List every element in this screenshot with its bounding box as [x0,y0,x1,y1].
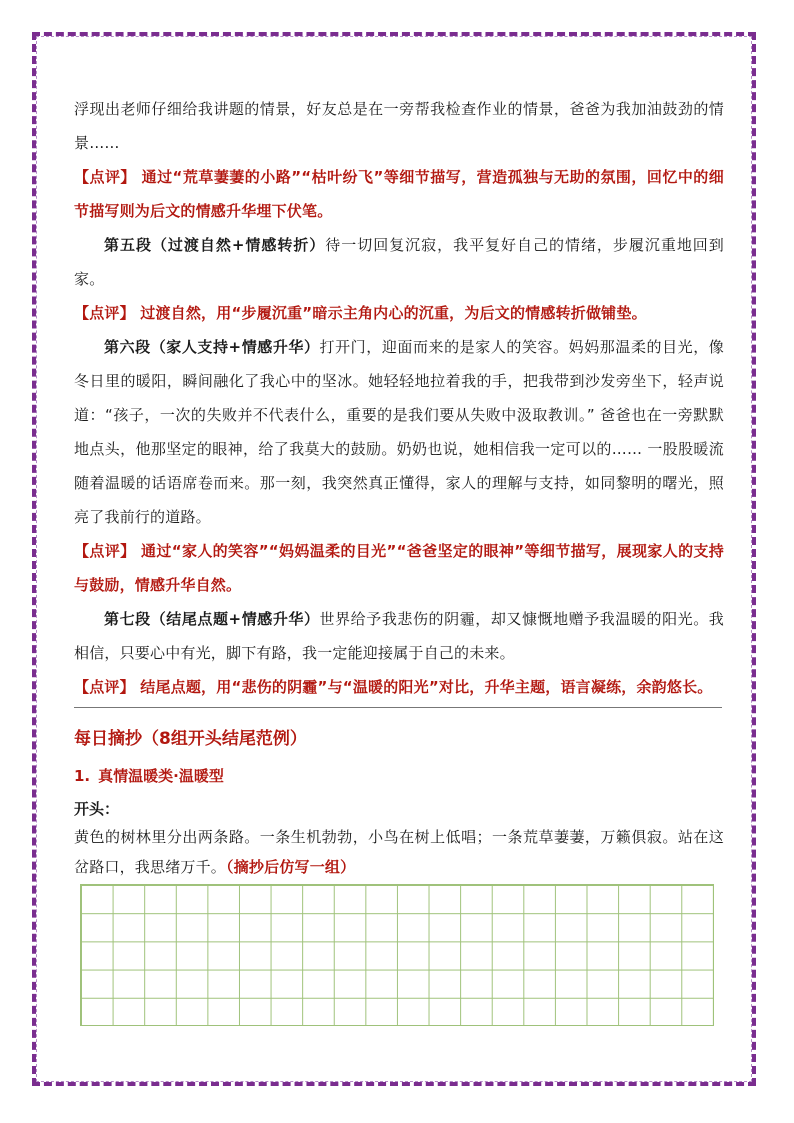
excerpt-sentence: 黄色的树林里分出两条路。一条生机勃勃，小鸟在树上低唱；一条荒草萋萋，万籁俱寂。站在这岔路口，我思绪万千。 [74,828,724,876]
comment-text: 通过“家人的笑容”“妈妈温柔的目光”“爸爸坚定的眼神”等细节描写，展现家人的支持与鼓励，情感升华自然。 [74,542,724,594]
comment-tag: 【点评】 [74,304,135,322]
subsection-title [74,762,224,790]
subsection-number: 1. [74,767,91,785]
comment-2 [74,296,724,330]
comment-tag: 【点评】 [74,168,136,186]
comment-tag: 【点评】 [74,678,135,696]
comment-3 [74,534,724,602]
comment-text: 通过“荒草萋萋的小路”“枯叶纷飞”等细节描写，营造孤独与无助的氛围，回忆中的细节描写则为后文的情感升华埋下伏笔。 [74,168,724,220]
paragraph-text: 打开门，迎面而来的是家人的笑容。妈妈那温柔的目光，像冬日里的暖阳，瞬间融化了我心中的坚冰。她轻轻地拉着我的手，把我带到沙发旁坐下，轻声说道：“孩子，一次的失败并不代表什么，重要的是我们要从失败中汲取教训。” 爸爸也在一旁默默地点头，他那坚定的眼神，给了我莫大的鼓励。奶奶也说，她相信我一定可以的…… 一股股暖流随着温暖的话语席卷而来。那一刻，我突然真正懂得，家人的理解与支持，如同黎明的曙光，照亮了我前行的道路。 [74,338,724,526]
paragraph-lead: 第五段（过渡自然+情感转折） [104,236,326,254]
paragraph-text: 世界给予我悲伤的阴霾，却又慷慨地赠予我温暖的阳光。我相信，只要心中有光，脚下有路，我一定能迎接属于自己的未来。 [74,610,724,662]
paragraph-lead: 第七段（结尾点题+情感升华） [104,610,320,628]
paragraph-6 [74,330,724,534]
comment-1 [74,160,724,228]
paragraph-lead: 第六段（家人支持+情感升华） [104,338,320,356]
excerpt-hint: （摘抄后仿写一组） [226,858,356,876]
section-title: 每日摘抄（8组开头结尾范例） [74,729,307,749]
comment-4 [74,670,724,704]
essay-content [74,92,724,704]
paragraph-text: 待一切回复沉寂，我平复好自己的情绪，步履沉重地回到家。 [74,236,724,288]
paragraph-7 [74,602,724,670]
section-divider [74,707,722,708]
excerpt-text [74,822,724,882]
comment-tag: 【点评】 [74,542,136,560]
opening-label: 开头： [74,800,120,818]
excerpt-body [74,822,724,882]
comment-text: 结尾点题，用“悲伤的阴霾”与“温暖的阳光”对比，升华主题，语言凝练，余韵悠长。 [140,678,713,696]
writing-grid[interactable] [80,884,714,1026]
subsection-label: 真情温暖类·温暖型 [98,767,224,785]
comment-text: 过渡自然，用“步履沉重”暗示主角内心的沉重，为后文的情感转折做铺垫。 [140,304,647,322]
paragraph-continuation: 浮现出老师仔细给我讲题的情景，好友总是在一旁帮我检查作业的情景，爸爸为我加油鼓劲的情景…… [74,100,724,152]
paragraph-5 [74,228,724,296]
